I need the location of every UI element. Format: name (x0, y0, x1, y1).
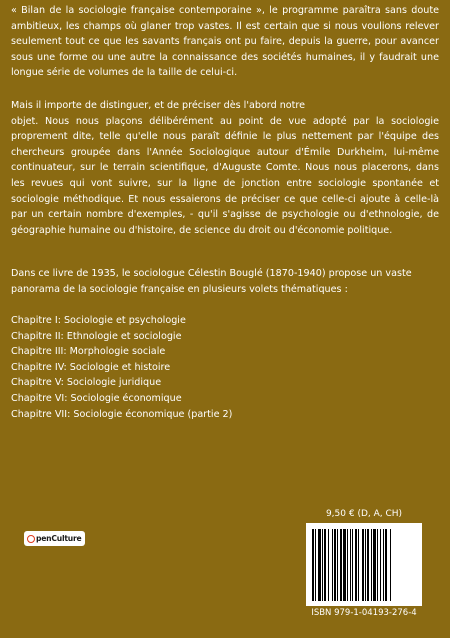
barcode-bar (318, 529, 321, 601)
chapter-item: Chapitre III: Morphologie sociale (11, 346, 166, 358)
scope-paragraph-first-line: Mais il importe de distinguer, et de préciser dès l'abord notre (11, 100, 306, 111)
price-label: 9,50 € (D, A, CH) (325, 509, 403, 519)
chapter-item: Chapitre V: Sociologie juridique (11, 377, 162, 389)
barcode-bar (324, 529, 326, 601)
barcode-bar (367, 529, 369, 601)
chapter-item: Chapitre IV: Sociologie et histoire (11, 361, 171, 373)
barcode-bar (377, 529, 378, 601)
barcode-bar (350, 529, 351, 601)
barcode-bar (365, 529, 366, 601)
barcode-bar (383, 529, 384, 601)
barcode-bar (390, 529, 391, 601)
barcode-bar (315, 529, 316, 601)
logo-o-icon (27, 535, 35, 543)
barcode-bar (343, 529, 346, 601)
chapter-item: Chapitre VI: Sociologie économique (11, 392, 182, 404)
barcode-bar (312, 529, 314, 601)
chapter-list (11, 313, 439, 422)
barcode-bar (373, 529, 376, 601)
barcode-bar (334, 529, 336, 601)
barcode-bar (328, 529, 329, 601)
book-description: Dans ce livre de 1935, le sociologue Célestin Bouglé (1870-1940) propose un vaste panorama de la sociologie française en plusieurs volets thématiques : (11, 268, 412, 295)
barcode-bar (385, 529, 387, 601)
scope-paragraph-body: objet. Nous nous plaçons délibérément au point de vue adopté par la sociologie proprement dite, telle qu'elle nous paraît définie le plus nettement par l'équipe des chercheurs groupée dans l'Année Sociologique autour d'Émile Durkheim, lui-même continuateur, sur le terrain scientifique, d'Auguste Comte. Nous nous placerons, dans les revues qui vont suivre, sur la ligne de jonction entre sociologie spontanée et sociologie méthodique. Et nous essaierons de préciser ce que celle-ci ajoute à celle-là par un certain nombre d'exemples, - qu'il s'agisse de psychologie ou d'ethnologie, de géographie humaine ou d'histoire, de science du droit ou d'économie politique. (11, 115, 439, 236)
barcode-bar (355, 529, 357, 601)
barcode-bar (362, 529, 364, 601)
barcode-bar (322, 529, 323, 601)
chapter-item: Chapitre I: Sociologie et psychologie (11, 315, 186, 326)
logo-text: penCulture (35, 534, 82, 543)
barcode-bar (337, 529, 338, 601)
barcode-bar (371, 529, 372, 601)
barcode-icon (306, 523, 422, 606)
intro-paragraph: « Bilan de la sociologie française contemporaine », le programme paraîtra sans doute ambitieux, les champs où glaner trop vastes. Il est certain que si nous voulions relever seulement tout ce que les savants français ont pu faire, depuis la guerre, pour avancer sous une forme ou une autre la connaissance des sociétés humaines, il y faudrait une longue série de volumes de la taille de celui-ci. (11, 5, 439, 79)
barcode (306, 523, 422, 606)
open-culture-logo (24, 531, 85, 546)
barcode-bar (380, 529, 381, 601)
barcode-bar (340, 529, 342, 601)
chapter-item: Chapitre VII: Sociologie économique (partie 2) (11, 408, 233, 420)
barcode-bar (347, 529, 348, 601)
scope-paragraph (11, 98, 439, 238)
isbn-label: ISBN 979-1-04193-276-4 (311, 608, 417, 618)
barcode-bar (332, 529, 333, 601)
barcode-area (305, 508, 423, 628)
barcode-bar (358, 529, 359, 601)
barcode-bar (352, 529, 353, 601)
chapter-item: Chapitre II: Ethnologie et sociologie (11, 330, 182, 342)
